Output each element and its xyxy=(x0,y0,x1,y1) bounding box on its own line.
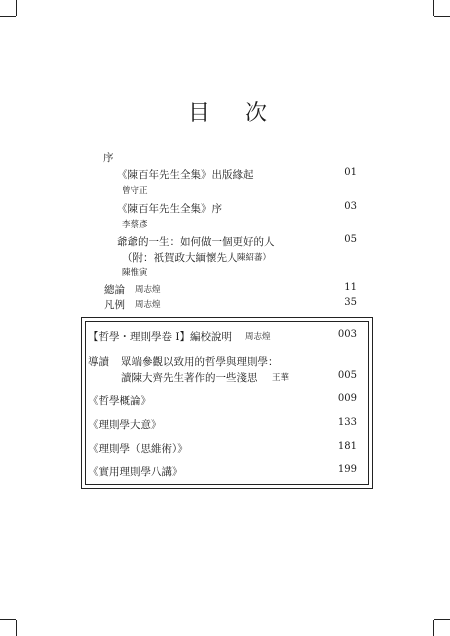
guide-title-line1: 眾端參觀以致用的哲學與理則學： xyxy=(121,356,279,368)
crop-mark-bottom-left-h xyxy=(0,619,16,620)
crop-mark-bottom-right-h xyxy=(434,619,450,620)
usage-page: 35 xyxy=(344,297,357,308)
toc-entry-page: 05 xyxy=(344,234,357,245)
crop-mark-top-left-h xyxy=(0,16,16,17)
crop-mark-bottom-right-v xyxy=(433,620,434,636)
work-title: 《哲學概論》 xyxy=(88,395,151,407)
toc-entry-author: 曾守正 xyxy=(122,186,148,196)
work-title: 《理則學大意》 xyxy=(88,419,162,431)
toc-entry-title: 《陳百年先生全集》出版緣起 xyxy=(117,169,254,181)
usage-author: 周志煌 xyxy=(135,300,161,310)
guide-author: 王華 xyxy=(272,373,290,383)
preface-heading: 序 xyxy=(103,152,114,164)
work-page: 009 xyxy=(337,393,357,404)
guide-page: 005 xyxy=(337,370,357,381)
toc-entry-page: 03 xyxy=(344,201,357,212)
usage-title: 凡例 xyxy=(104,299,125,311)
general-title: 總論 xyxy=(104,284,125,296)
general-author: 周志煌 xyxy=(135,285,161,295)
toc-entry-subtitle: （附：祇賀政大緬懷先人 xyxy=(122,252,238,264)
toc-entry-subtitle-author: 陳紹蕃） xyxy=(237,253,272,263)
volume-header-author: 周志煌 xyxy=(245,332,271,342)
general-page: 11 xyxy=(344,282,357,293)
crop-mark-bottom-left-v xyxy=(16,620,17,636)
volume-header-page: 003 xyxy=(337,329,357,340)
toc-entry-page: 01 xyxy=(344,167,357,178)
volume-header-title: 【哲學・理則學卷 I】編校說明 xyxy=(88,331,232,343)
toc-entry-author: 李蔡彥 xyxy=(122,220,148,230)
work-title: 《理則學（思維術）》 xyxy=(88,443,188,455)
guide-title-line2: 讀陳大齊先生著作的一些淺思 xyxy=(121,372,258,384)
guide-label: 導讀 xyxy=(88,356,109,368)
crop-mark-top-right-v xyxy=(433,0,434,16)
work-title: 《實用理則學八講》 xyxy=(88,466,183,478)
toc-entry-author: 陳惟寅 xyxy=(122,268,148,278)
page-title: 目 次 xyxy=(188,101,281,126)
work-page: 133 xyxy=(337,417,357,428)
work-page: 199 xyxy=(337,464,357,475)
toc-entry-title: 《陳百年先生全集》序 xyxy=(117,203,222,215)
toc-entry-title: 爺爺的一生：如何做一個更好的人 xyxy=(117,236,275,248)
crop-mark-top-left-v xyxy=(16,0,17,16)
crop-mark-top-right-h xyxy=(434,16,450,17)
work-page: 181 xyxy=(337,441,357,452)
